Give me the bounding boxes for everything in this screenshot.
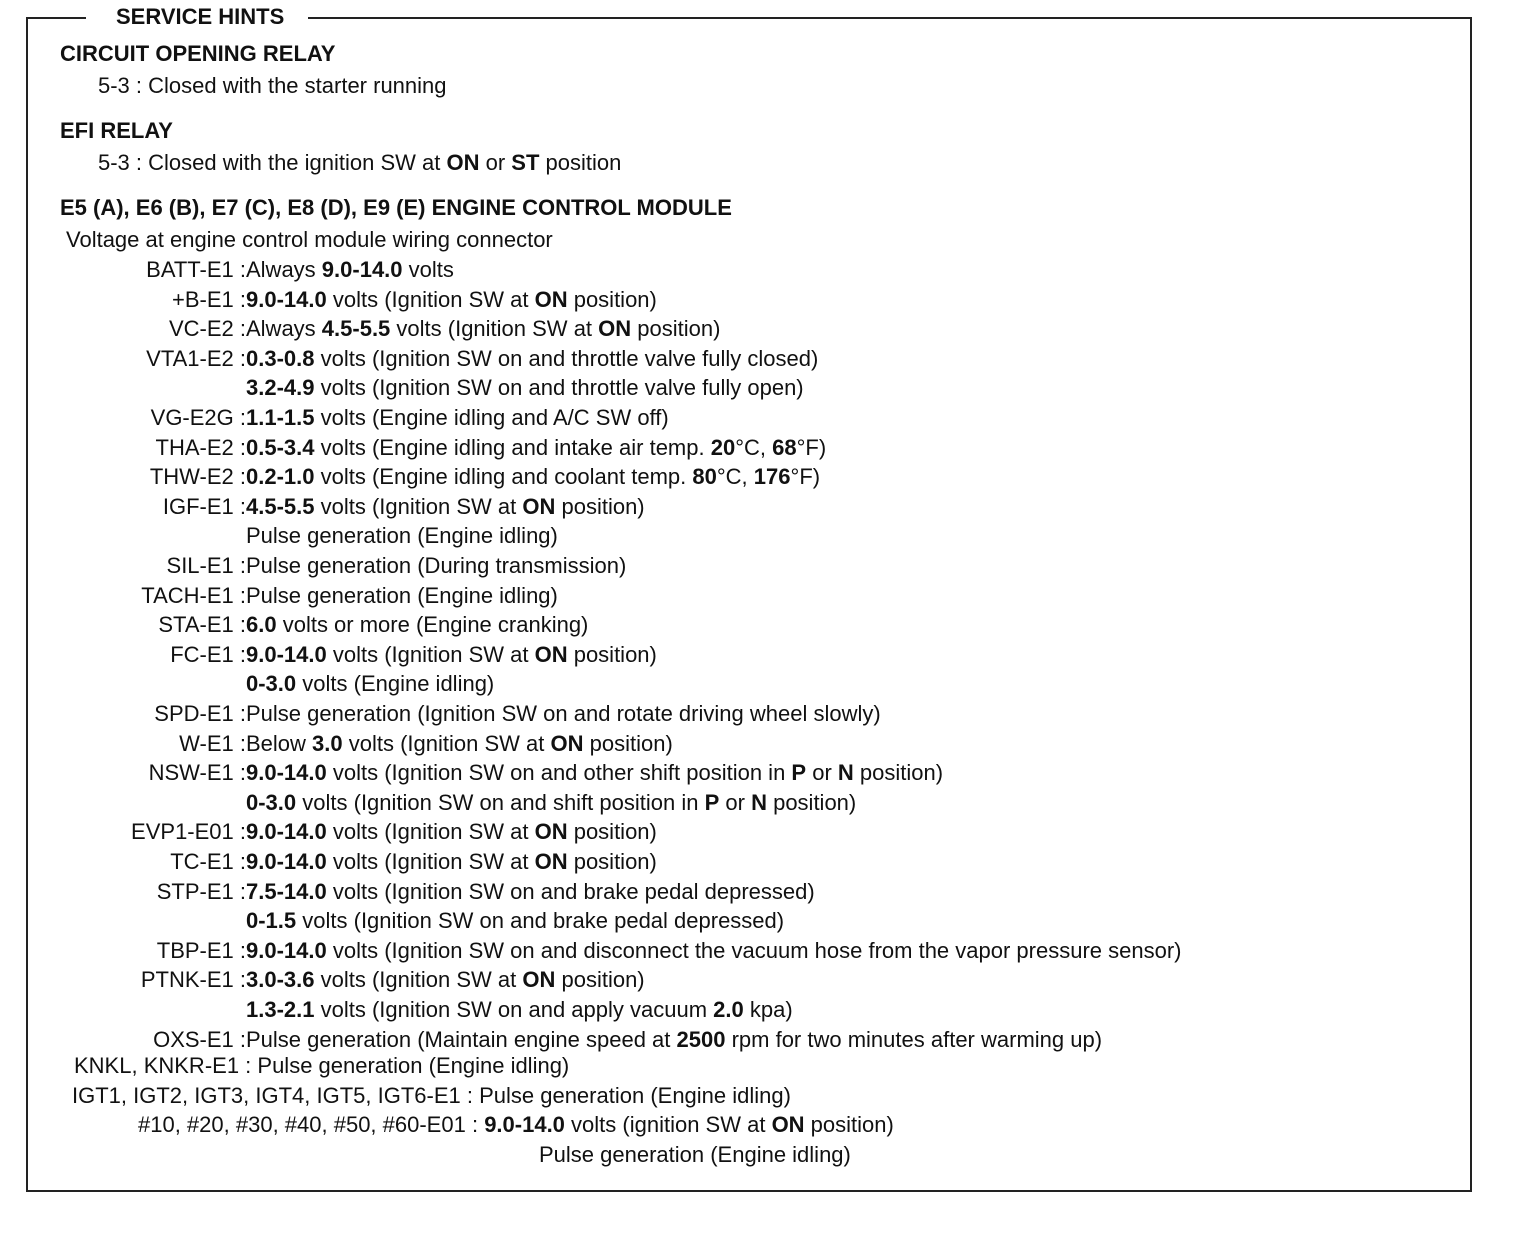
ecm-row-label: VC-E2 : bbox=[168, 316, 246, 342]
ecm-row bbox=[0, 700, 1536, 728]
ecm-row-label: IGF-E1 : bbox=[162, 493, 246, 519]
ecm-row-label: STA-E1 : bbox=[158, 612, 246, 638]
ecm-row bbox=[0, 345, 1536, 373]
ecm-row bbox=[0, 966, 1536, 994]
ecm-row-value: Pulse generation (Maintain engine speed at 2500 rpm for two minutes after warming up) bbox=[246, 1026, 1103, 1052]
ecm-row-value: 4.5-5.5 volts (Ignition SW at ON position) bbox=[246, 493, 645, 519]
ecm-row-label: +B-E1 : bbox=[172, 286, 246, 312]
efi-relay-title: EFI RELAY bbox=[60, 118, 173, 143]
ecm-row bbox=[0, 818, 1536, 846]
ecm-row-label: FC-E1 : bbox=[170, 641, 246, 667]
ecm-row-value: Pulse generation (Engine idling) bbox=[246, 523, 558, 549]
ecm-row-label: EVP1-E01 : bbox=[131, 819, 246, 845]
circuit-opening-relay-title: CIRCUIT OPENING RELAY bbox=[60, 41, 336, 66]
ecm-row-value: 0-3.0 volts (Engine idling) bbox=[246, 671, 495, 697]
ecm-row-value: 0-3.0 volts (Ignition SW on and shift position in P or N position) bbox=[246, 789, 857, 815]
ecm-row bbox=[0, 848, 1536, 876]
injector-line-2: Pulse generation (Engine idling) bbox=[539, 1142, 851, 1167]
ecm-row bbox=[0, 582, 1536, 610]
ecm-row-label: PTNK-E1 : bbox=[140, 967, 246, 993]
ecm-row-value: 0.5-3.4 volts (Engine idling and intake air temp. 20°C, 68°F) bbox=[246, 434, 827, 460]
injector-line: #10, #20, #30, #40, #50, #60-E01 : 9.0-14.0 volts (ignition SW at ON position) bbox=[138, 1112, 894, 1137]
ecm-row bbox=[0, 730, 1536, 758]
ecm-row-value: 0.2-1.0 volts (Engine idling and coolant temp. 80°C, 176°F) bbox=[246, 464, 821, 490]
ecm-row-label: OXS-E1 : bbox=[153, 1026, 246, 1052]
ecm-row-value: 1.3-2.1 volts (Ignition SW on and apply vacuum 2.0 kpa) bbox=[246, 997, 793, 1022]
ecm-row-label: THW-E2 : bbox=[149, 464, 246, 490]
ecm-row bbox=[0, 878, 1536, 906]
ecm-row bbox=[0, 286, 1536, 314]
ecm-row bbox=[0, 463, 1536, 491]
ecm-row bbox=[0, 996, 1536, 1024]
efi-relay-line: 5-3 : Closed with the ignition SW at ON or ST position bbox=[98, 150, 622, 175]
ecm-row bbox=[0, 256, 1536, 284]
frame-title: SERVICE HINTS bbox=[86, 3, 308, 31]
ecm-row bbox=[0, 315, 1536, 343]
ecm-row-value: Always 9.0-14.0 volts bbox=[246, 257, 454, 282]
ecm-row-value: 9.0-14.0 volts (Ignition SW at ON position) bbox=[246, 819, 657, 845]
ecm-row-label: STP-E1 : bbox=[156, 878, 246, 904]
ecm-title: E5 (A), E6 (B), E7 (C), E8 (D), E9 (E) ENGINE CONTROL MODULE bbox=[60, 195, 732, 220]
ecm-row-label: TACH-E1 : bbox=[141, 582, 246, 608]
ecm-row-value: 9.0-14.0 volts (Ignition SW at ON position) bbox=[246, 849, 657, 874]
ecm-row-value: Below 3.0 volts (Ignition SW at ON position) bbox=[246, 730, 673, 756]
ecm-row-label: VG-E2G : bbox=[150, 405, 246, 430]
knk-line: KNKL, KNKR-E1 : Pulse generation (Engine idling) bbox=[74, 1053, 570, 1078]
ecm-row-value: Pulse generation (During transmission) bbox=[246, 553, 627, 578]
ecm-subtitle: Voltage at engine control module wiring connector bbox=[66, 227, 553, 252]
ecm-row-value: 3.0-3.6 volts (Ignition SW at ON position) bbox=[246, 967, 645, 993]
ecm-row-label: TBP-E1 : bbox=[156, 937, 246, 963]
ecm-row-label: BATT-E1 : bbox=[146, 257, 246, 282]
ecm-row bbox=[0, 611, 1536, 639]
ecm-row bbox=[0, 493, 1536, 521]
circuit-opening-relay-line: 5-3 : Closed with the starter running bbox=[98, 73, 447, 98]
ecm-row bbox=[0, 1026, 1536, 1054]
ecm-row-label: NSW-E1 : bbox=[148, 760, 246, 786]
ecm-row-value: 7.5-14.0 volts (Ignition SW on and brake pedal depressed) bbox=[246, 878, 815, 904]
ecm-row-value: 0-1.5 volts (Ignition SW on and brake pedal depressed) bbox=[246, 908, 785, 934]
ecm-row bbox=[0, 522, 1536, 550]
ecm-row bbox=[0, 789, 1536, 817]
ecm-row-label: SPD-E1 : bbox=[154, 701, 246, 726]
ecm-row bbox=[0, 907, 1536, 935]
igt-line: IGT1, IGT2, IGT3, IGT4, IGT5, IGT6-E1 : Pulse generation (Engine idling) bbox=[72, 1083, 791, 1108]
ecm-row-label: SIL-E1 : bbox=[166, 553, 246, 578]
ecm-row-value: 9.0-14.0 volts (Ignition SW on and other shift position in P or N position) bbox=[246, 760, 944, 786]
ecm-row-label: W-E1 : bbox=[179, 730, 246, 756]
ecm-row bbox=[0, 641, 1536, 669]
ecm-row bbox=[0, 374, 1536, 402]
ecm-row-value: 9.0-14.0 volts (Ignition SW at ON position) bbox=[246, 641, 657, 667]
ecm-row-value: 1.1-1.5 volts (Engine idling and A/C SW off) bbox=[246, 405, 669, 430]
ecm-row-label: TC-E1 : bbox=[170, 849, 246, 874]
ecm-row-value: Pulse generation (Engine idling) bbox=[246, 582, 558, 608]
ecm-row bbox=[0, 937, 1536, 965]
ecm-row bbox=[0, 434, 1536, 462]
ecm-row-value: 3.2-4.9 volts (Ignition SW on and throttle valve fully open) bbox=[246, 375, 804, 401]
ecm-row-label: VTA1-E2 : bbox=[146, 345, 246, 371]
ecm-row-value: 9.0-14.0 volts (Ignition SW at ON position) bbox=[246, 286, 657, 312]
ecm-row-value: Always 4.5-5.5 volts (Ignition SW at ON position) bbox=[246, 316, 721, 342]
ecm-row-value: 6.0 volts or more (Engine cranking) bbox=[246, 612, 589, 638]
ecm-row-value: Pulse generation (Ignition SW on and rotate driving wheel slowly) bbox=[246, 701, 881, 726]
ecm-row-value: 0.3-0.8 volts (Ignition SW on and throttle valve fully closed) bbox=[246, 345, 819, 371]
ecm-row bbox=[0, 759, 1536, 787]
ecm-row-value: 9.0-14.0 volts (Ignition SW on and disconnect the vacuum hose from the vapor pressure sensor) bbox=[246, 937, 1182, 963]
ecm-row-label: THA-E2 : bbox=[155, 434, 246, 460]
ecm-row bbox=[0, 552, 1536, 580]
ecm-row bbox=[0, 404, 1536, 432]
ecm-row bbox=[0, 670, 1536, 698]
